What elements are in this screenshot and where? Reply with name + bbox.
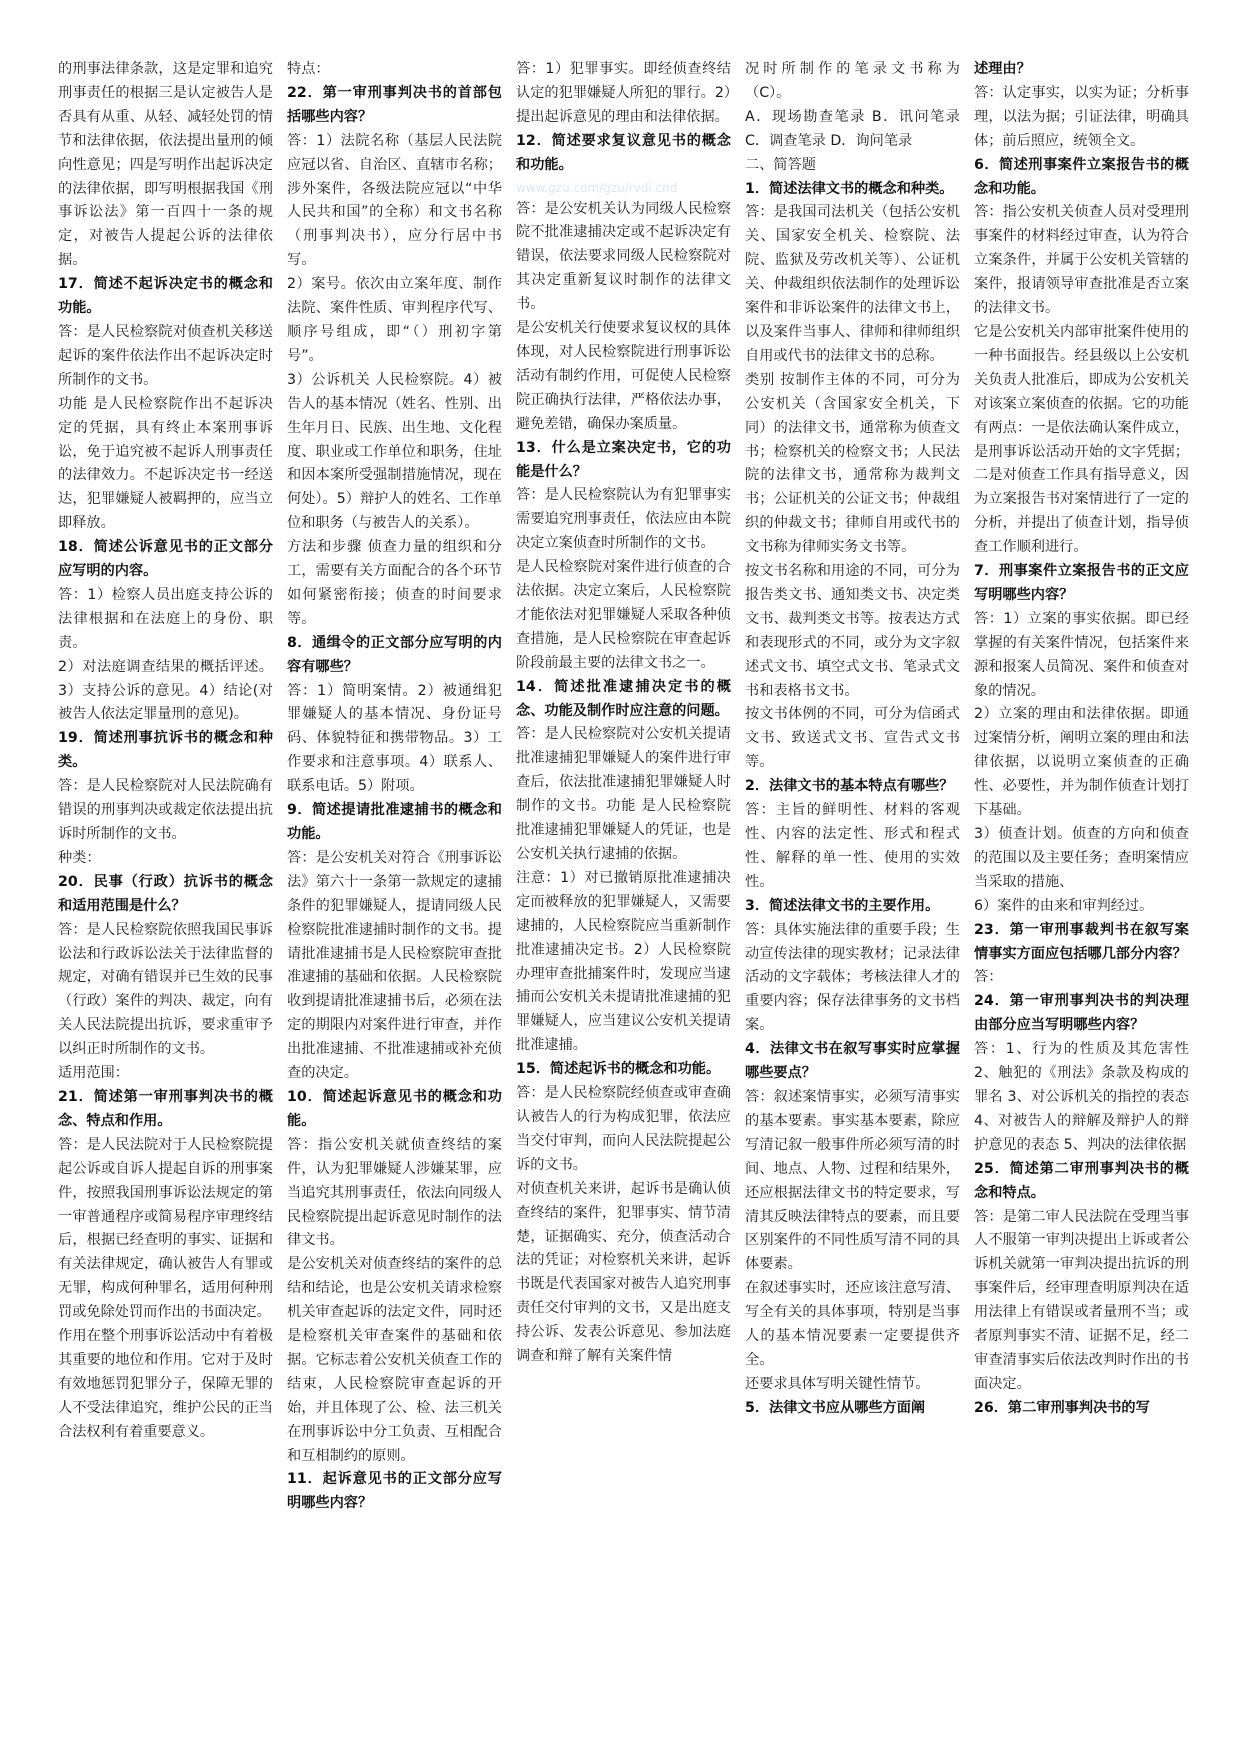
answer-paragraph: 3）公诉机关 人民检察院。4）被告人的基本情况（姓名、性别、出生年月日、民族、出生地、文化程度、职业或工作单位和职务，住址和因本案所受强制措施情况，现在何处）。5）辩护人的姓名、工作单位和职务（与被告人的关系）。 <box>287 371 502 532</box>
answer-paragraph: 答：是公安机关认为同级人民检察院不批准逮捕决定或不起诉决定有错误，依法要求同级人民检察院对其决定重新复议时制作的法律文书。 <box>516 200 731 313</box>
question-heading: 8．通缉令的正文部分应写明的内容有哪些？ <box>287 634 502 675</box>
question-heading: 23．第一审刑事裁判书在叙写案情事实方面应包括哪几部分内容？ <box>974 921 1189 962</box>
answer-paragraph: 种类： <box>58 849 101 866</box>
question-heading: 12．简述要求复议意见书的概念和功能。 <box>516 132 731 173</box>
text-column-4 <box>745 58 960 1708</box>
question-heading: 14．简述批准逮捕决定书的概念、功能及制作时应注意的问题。 <box>516 678 731 719</box>
answer-paragraph: 答：1、行为的性质及其危害性 2、触犯的《刑法》条款及构成的罪名 3、对公诉机关的指控的表态 4、对被告人的辩解及辩护人的辩护意见的表态 5、判决的法律依据 <box>974 1041 1189 1153</box>
answer-paragraph: 答：叙述案情事实，必须写清事实的基本要素。事实基本要素，除应写清记叙一般事件所必须写清的时间、地点、人物、过程和结果外，还应根据法律文书的特定要求，写清其反映法律特点的要素，而且要区别案件的不同性质写清不同的具体要素。 <box>745 1088 960 1273</box>
question-heading: 2．法律文书的基本特点有哪些？ <box>745 778 954 795</box>
answer-paragraph: 2）对法庭调查结果的概括评述。3）支持公诉的意见。4）结论(对被告人依法定罪量刑的意见)。 <box>58 658 273 723</box>
text-column-2 <box>287 58 502 1708</box>
answer-paragraph: 答：是我国司法机关（包括公安机关、国家安全机关、检察院、法院、监狱及劳改机关等）、公证机关、仲裁组织依法制作的处理诉讼案件和非诉讼案件的法律文书上，以及案件当事人、律师和律师组织自用或代书的法律文书的总称。 <box>745 204 960 364</box>
answer-paragraph: 答：具体实施法律的重要手段；生动宣传法律的现实教材；记录法律活动的文字载体；考核法律人才的重要内容；保存法律事务的文书档案。 <box>745 921 960 1034</box>
answer-paragraph: 是人民检察院对案件进行侦查的合法依据。决定立案后，人民检察院才能依法对犯罪嫌疑人采取各种侦查措施，是人民检察院在审查起诉阶段前最主要的法律文书之一。 <box>516 559 731 671</box>
question-heading: 7．刑事案件立案报告书的正文应写明哪些内容？ <box>974 563 1189 603</box>
answer-paragraph: 答：主旨的鲜明性、材料的客观性、内容的法定性、形式和程式性、解释的单一性、使用的实效性。 <box>745 802 960 890</box>
answer-paragraph: 答：1）犯罪事实。即经侦查终结认定的犯罪嫌疑人所犯的罪行。2）提出起诉意见的理由和法律依据。 <box>516 61 731 125</box>
answer-paragraph: 答：1）法院名称（基层人民法院应冠以省、自治区、直辖市名称；涉外案件，各级法院应冠以“中华人民共和国”的全称）和文书名称（刑事判决书），应分行居中书写。 <box>287 132 502 269</box>
question-heading: 述理由？ <box>974 61 1031 77</box>
answer-paragraph: 二、简答题 <box>745 156 816 173</box>
answer-paragraph: 答：是第二审人民法院在受理当事人不服第一审判决提出上诉或者公诉机关就第一审判决提出抗诉的刑事案件后，经审理查明原判决在适用法律上有错误或者量刑不当；或者原判事实不清、证据不足，经二审查清事实后依法改判时作出的书面决定。 <box>974 1208 1189 1392</box>
question-heading: 5．法律文书应从哪些方面阐 <box>745 1399 926 1416</box>
answer-paragraph: 是公安机关行使要求复议权的具体体现，对人民检察院进行刑事诉讼活动有制约作用，可促使人民检察院正确执行法律，严格依法办事，避免差错，确保办案质量。 <box>516 320 731 432</box>
question-heading: 19．简述刑事抗诉书的概念和种类。 <box>58 730 273 771</box>
question-heading: 15．简述起诉书的概念和功能。 <box>516 1061 721 1078</box>
answer-paragraph: 它是公安机关内部审批案件使用的一种书面报告。经县级以上公安机关负责人批准后，即成为公安机关对该案立案侦查的依据。它的功能有两点：一是依法确认案件成立，是刑事诉讼活动开始的文字凭据；二是对侦查工作具有指导意义，因为立案报告书对案情进行了一定的分析，并提出了侦查计划，指导侦查工作顺利进行。 <box>974 323 1189 556</box>
answer-paragraph: 答：是人民检察院经侦查或审查确认被告人的行为构成犯罪，依法应当交付审判，而向人民法院提起公诉的文书。 <box>516 1085 731 1173</box>
answer-paragraph: 2）立案的理由和法律依据。即通过案情分析，阐明立案的理由和法律依据，以说明立案侦查的正确性、必要性，并为制作侦查计划打下基础。 <box>974 706 1189 819</box>
answer-paragraph: 答：是人民法院对于人民检察院提起公诉或自诉人提起自诉的刑事案件，按照我国刑事诉讼法规定的第一审普通程序或简易程序审理终结后，根据已经查明的事实、证据和有关法律规定，确认被告人有罪或无罪，构成何种罪名，适用何种刑罚或免除处罚而作出的书面决定。 <box>58 1136 273 1321</box>
answer-paragraph: 还要求具体写明关键性情节。 <box>745 1375 930 1392</box>
question-heading: 25．简述第二审刑事判决书的概念和特点。 <box>974 1160 1189 1201</box>
question-heading: 11．起诉意见书的正文部分应写明哪些内容？ <box>287 1471 502 1512</box>
answer-paragraph: 作用在整个刑事诉讼活动中有着极其重要的地位和作用。它对于及时有效地惩罚犯罪分子，保障无罪的人不受法律追究，维护公民的正当合法权利有着重要意义。 <box>58 1328 273 1440</box>
text-column-5 <box>974 58 1189 1708</box>
answer-paragraph: A．现场勘查笔录 B．讯问笔录 C．调查笔录 D．询问笔录 <box>745 108 960 149</box>
question-heading: 20．民事（行政）抗诉书的概念和适用范围是什么？ <box>58 873 273 914</box>
answer-paragraph: 注意：1）对已撤销原批准逮捕决定而被释放的犯罪嫌疑人，又需要逮捕的，人民检察院应当重新制作批准逮捕决定书。2）人民检察院办理审查批捕案件时，发现应当逮捕而公安机关未提请批准逮捕的犯罪嫌疑人，应当建议公安机关提请批准逮捕。 <box>516 869 731 1054</box>
question-heading: 4．法律文书在叙写事实时应掌握哪些要点？ <box>745 1041 960 1082</box>
answer-paragraph: 在叙述事实时，还应该注意写清、写全有关的具体事项，特别是当事人的基本情况要素一定要提供齐全。 <box>745 1280 960 1368</box>
answer-paragraph: 答：是人民检察院依照我国民事诉讼法和行政诉讼法关于法律监督的规定，对确有错误并已生效的民事（行政）案件的判决、裁定，向有关人民法院提出抗诉，要求重审予以纠正时所制作的文书。 <box>58 921 273 1058</box>
question-heading: 6．简述刑事案件立案报告书的概念和功能。 <box>974 156 1189 197</box>
answer-paragraph: 答：1）立案的事实依据。即已经掌握的有关案件情况，包括案件来源和报案人员简况、案件和侦查对象的情况。 <box>974 610 1189 699</box>
answer-paragraph: 况时所制作的笔录文书称为（C）。 <box>745 61 960 101</box>
answer-paragraph: 按文书体例的不同，可分为信函式文书、致送式文书、宣告式文书等。 <box>745 706 960 771</box>
document-page <box>58 58 1188 1708</box>
answer-paragraph: 答：是人民检察院对人民法院确有错误的刑事判决或裁定依法提出抗诉时所制作的文书。 <box>58 778 273 842</box>
answer-paragraph: 的刑事法律条款，这是定罪和追究刑事责任的根据三是认定被告人是否具有从重、从轻、减轻处罚的情节和法律依据，依法提出量刑的倾向性意见；四是写明作出起诉决定的法律依据，即写明根据我国《刑事诉讼法》第一百四十一条的规定，对被告人提起公诉的法律依据。 <box>58 61 273 269</box>
question-heading: 3．简述法律文书的主要作用。 <box>745 897 940 914</box>
answer-paragraph: 答：指公安机关就侦查终结的案件，认为犯罪嫌疑人涉嫌某罪，应当追究其刑事责任，依法向同级人民检察院提出起诉意见时制作的法律文书。 <box>287 1136 502 1249</box>
question-heading: 24．第一审刑事判决书的判决理由部分应当写明哪些内容？ <box>974 993 1189 1034</box>
question-heading: 22．第一审刑事判决书的首部包括哪些内容？ <box>287 84 502 125</box>
question-heading: 26．第二审刑事判决书的写 <box>974 1399 1150 1416</box>
answer-paragraph: 答：是人民检察院对公安机关提请批准逮捕犯罪嫌疑人的案件进行审查后，依法批准逮捕犯罪嫌疑人时制作的文书。功能 是人民检察院批准逮捕犯罪嫌疑人的凭证，也是公安机关执行逮捕的依据。 <box>516 726 731 862</box>
question-heading: 10．简述起诉意见书的概念和功能。 <box>287 1088 502 1129</box>
answer-paragraph: 2）案号。依次由立案年度、制作法院、案件性质、审判程序代写、顺序号组成，即“（）刑初字第 号”。 <box>287 276 502 364</box>
answer-paragraph: 答： <box>974 969 1003 986</box>
answer-paragraph: 答：是人民检察院认为有犯罪事实需要追究刑事责任，依法应由本院决定立案侦查时所制作的文书。 <box>516 487 731 552</box>
answer-paragraph: 按文书名称和用途的不同，可分为报告类文书、通知类文书、决定类文书、裁判类文书等。按表达方式和表现形式的不同，或分为文字叙述式文书、填空式文书、笔录式文书和表格书文书。 <box>745 563 960 699</box>
answer-paragraph: 6）案件的由来和审判经过。 <box>974 897 1154 914</box>
question-heading: 13．什么是立案决定书，它的功能是什么？ <box>516 439 731 480</box>
answer-paragraph: 答：是公安机关对符合《刑事诉讼法》第六十一条第一款规定的逮捕条件的犯罪嫌疑人，提请同级人民检察院批准逮捕时制作的文书。提请批准逮捕书是人民检察院审查批准逮捕的基础和依据。人民检察院收到提请批准逮捕书后，必须在法定的期限内对案件进行审查，并作出批准逮捕、不批准逮捕或补充侦查的决定。 <box>287 849 502 1082</box>
text-column-1 <box>58 58 273 1708</box>
question-heading: 18．简述公诉意见书的正文部分应写明的内容。 <box>58 539 273 580</box>
answer-paragraph: 3）侦查计划。侦查的方向和侦查的范围以及主要任务；查明案情应当采取的措施、 <box>974 826 1189 890</box>
answer-paragraph: 方法和步骤 侦查力量的组织和分工，需要有关方面配合的各个环节如何紧密衔接；侦查的时间要求等。 <box>287 539 502 627</box>
question-heading: 21．简述第一审刑事判决书的概念、特点和作用。 <box>58 1088 273 1129</box>
question-heading: 1．简述法律文书的概念和种类。 <box>745 180 954 197</box>
answer-paragraph: 对侦查机关来讲，起诉书是确认侦查终结的案件，犯罪事实、情节清楚，证据确实、充分，侦查活动合法的凭证；对检察机关来讲，起诉书既是代表国家对被告人追究刑事责任交付审判的文书，又是出庭支持公诉、发表公诉意见、参加法庭调查和辩了解有关案件情 <box>516 1180 731 1365</box>
answer-paragraph: 功能 是人民检察院作出不起诉决定的凭据，具有终止本案刑事诉讼，免于追究被不起诉人刑事责任的法律效力。不起诉决定书一经送达，犯罪嫌疑人被羁押的，应当立即释放。 <box>58 395 273 532</box>
answer-paragraph: 特点： <box>287 61 330 77</box>
question-heading: 9．简述提请批准逮捕书的概念和功能。 <box>287 802 502 842</box>
answer-paragraph: 类别 按制作主体的不同，可分为公安机关（含国家安全机关，下同）的法律文书，通常称为侦查文书；检察机关的检察文书；人民法院的法律文书，通常称为裁判文书；公证机关的公证文书；仲裁组织的仲裁文书；律师自用或代书的文书称为律师实务文书等。 <box>745 371 960 556</box>
watermark-text: www.gzu.com/gzu/rvdi.cnd <box>516 180 678 195</box>
text-column-3 <box>516 58 731 1708</box>
answer-paragraph: 答：认定事实，以实为证；分析事理，以法为据；引证法律，明确具体；前后照应，统领全文。 <box>974 84 1189 149</box>
answer-paragraph: 答：1）简明案情。2）被通缉犯罪嫌疑人的基本情况、身份证号码、体貌特征和携带物品。3）工作要求和注意事项。4）联系人、联系电话。5）附项。 <box>287 682 502 795</box>
answer-paragraph: 答：1）检察人员出庭支持公诉的法律根据和在法庭上的身份、职责。 <box>58 586 273 651</box>
answer-paragraph: 适用范围： <box>58 1065 129 1082</box>
answer-paragraph: 答：是人民检察院对侦查机关移送起诉的案件依法作出不起诉决定时所制作的文书。 <box>58 323 273 388</box>
question-heading: 17．简述不起诉决定书的概念和功能。 <box>58 276 273 317</box>
answer-paragraph: 是公安机关对侦查终结的案件的总结和结论，也是公安机关请求检察机关审查起诉的法定文件，同时还是检察机关审查案件的基础和依据。它标志着公安机关侦查工作的结束，人民检察院审查起诉的开始，并且体现了公、检、法三机关在刑事诉讼中分工负责、互相配合和互相制约的原则。 <box>287 1256 502 1464</box>
answer-paragraph: 答：指公安机关侦查人员对受理刑事案件的材料经过审查，认为符合立案条件，并属于公安机关管辖的案件，报请领导审查批准是否立案的法律文书。 <box>974 204 1189 317</box>
